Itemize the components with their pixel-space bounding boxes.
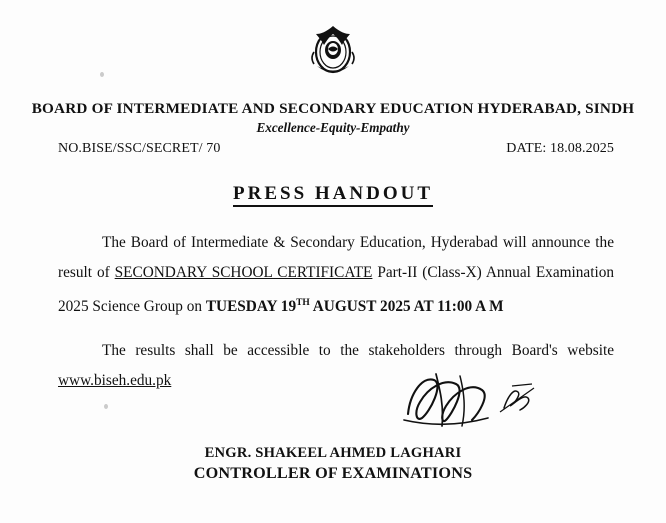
page-title bbox=[0, 183, 666, 205]
board-logo bbox=[0, 22, 666, 85]
handwritten-signature bbox=[400, 368, 550, 434]
document-date: DATE: 18.08.2025 bbox=[506, 141, 614, 156]
board-website-link[interactable]: www.biseh.edu.pk bbox=[58, 372, 172, 390]
paragraph-result-announcement bbox=[58, 228, 614, 322]
reference-row bbox=[58, 141, 614, 157]
signatory-designation: CONTROLLER OF EXAMINATIONS bbox=[193, 464, 473, 482]
signatory-name: ENGR. SHAKEEL AHMED LAGHARI bbox=[204, 445, 462, 461]
para1-bold-rest: AUGUST 2025 AT 11:00 A M bbox=[309, 298, 504, 316]
para1-bold-day: TUESDAY 19 bbox=[205, 298, 297, 316]
reference-number: NO.BISE/SSC/SECRET/ 70 bbox=[58, 141, 221, 156]
board-motto: Excellence-Equity-Empathy bbox=[256, 120, 410, 135]
para1-underlined: SECONDARY SCHOOL CERTIFICATE bbox=[114, 264, 373, 281]
para1-part-b: Part-II (Class-X) Annual Examination 2025 Science Group on bbox=[58, 264, 614, 316]
board-crest-icon bbox=[304, 22, 362, 80]
para1-part-a: The Board of Intermediate & Secondary Education, Hyderabad will announce the result of bbox=[58, 234, 614, 281]
para1-superscript: TH bbox=[296, 298, 310, 308]
page-title-text: PRESS HANDOUT bbox=[233, 183, 433, 207]
signature-block bbox=[0, 443, 666, 483]
para2-text: The results shall be accessible to the stakeholders through Board's website bbox=[102, 342, 614, 360]
board-title: BOARD OF INTERMEDIATE AND SECONDARY EDUCATION HYDERABAD, SINDH bbox=[31, 100, 635, 117]
